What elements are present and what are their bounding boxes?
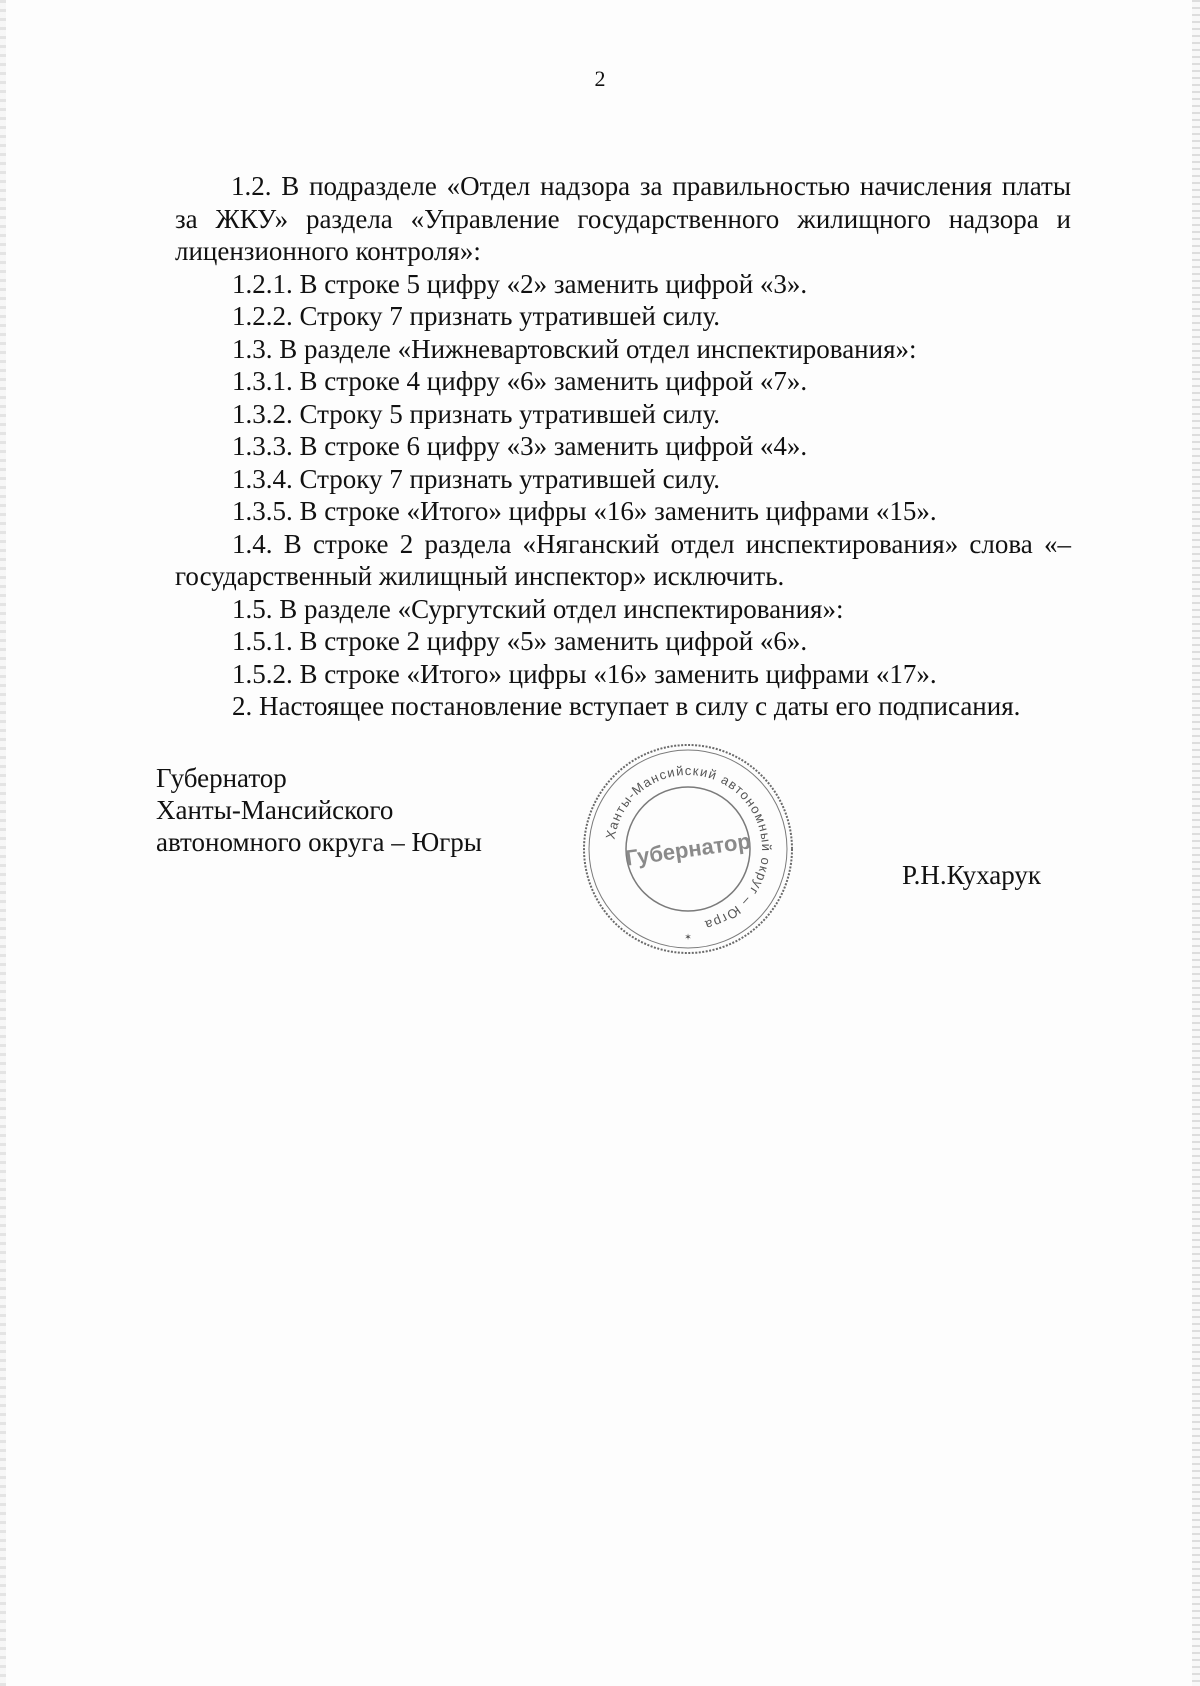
- page-number: 2: [594, 66, 606, 91]
- paragraph-1-5-1: 1.5.1. В строке 2 цифру «5» заменить цифрой «6».: [232, 626, 808, 656]
- document-body: [175, 170, 1071, 723]
- paragraph-1-2: 1.2. В подразделе «Отдел надзора за правильностью начисления платы за ЖКУ» раздела «Управление государственного жилищного надзора и лицензионного контроля»:: [175, 171, 1071, 266]
- signatory-title-line: автономного округа – Югры: [156, 827, 482, 857]
- paragraph-1-3-2: 1.3.2. Строку 5 признать утратившей силу.: [232, 398, 721, 429]
- paragraph-1-3-3: 1.3.3. В строке 6 цифру «3» заменить цифрой «4».: [232, 431, 808, 461]
- paragraph-1-2-2: 1.2.2. Строку 7 признать утратившей силу.: [232, 301, 721, 331]
- paragraph-1-5-2: 1.5.2. В строке «Итого» цифры «16» заменить цифрами «17».: [232, 658, 937, 689]
- official-stamp: [578, 739, 798, 959]
- stamp-star-icon: ✶: [684, 933, 692, 943]
- paragraph-1-2-1: 1.2.1. В строке 5 цифру «2» заменить цифрой «3».: [232, 268, 808, 299]
- signatory-name: Р.Н.Кухарук: [902, 860, 1042, 890]
- paragraph-1-3-5: 1.3.5. В строке «Итого» цифры «16» заменить цифрами «15».: [232, 496, 937, 526]
- paragraph-1-3-4: 1.3.4. Строку 7 признать утратившей силу.: [232, 463, 721, 494]
- paragraph-1-3: 1.3. В разделе «Нижневартовский отдел инспектирования»:: [232, 333, 917, 364]
- paragraph-1-5: 1.5. В разделе «Сургутский отдел инспектирования»:: [232, 593, 844, 624]
- signatory-title-line: Ханты-Мансийского: [156, 795, 394, 825]
- paragraph-1-4: 1.4. В строке 2 раздела «Няганский отдел инспектирования» слова «– государственный жилищный инспектор» исключить.: [175, 528, 1071, 591]
- scan-edge-left: [0, 0, 6, 1686]
- scan-edge-right: [1192, 0, 1200, 1686]
- stamp-ring-text: Ханты-Мансийский автономный округ – Югра: [602, 762, 775, 934]
- stamp-center-text: Губернатор: [623, 828, 753, 871]
- paragraph-2: 2. Настоящее постановление вступает в силу с даты его подписания.: [232, 691, 1021, 721]
- signatory-title-line: Губернатор: [156, 763, 287, 793]
- paragraph-1-3-1: 1.3.1. В строке 4 цифру «6» заменить цифрой «7».: [232, 366, 808, 396]
- signatory-title: [156, 762, 482, 858]
